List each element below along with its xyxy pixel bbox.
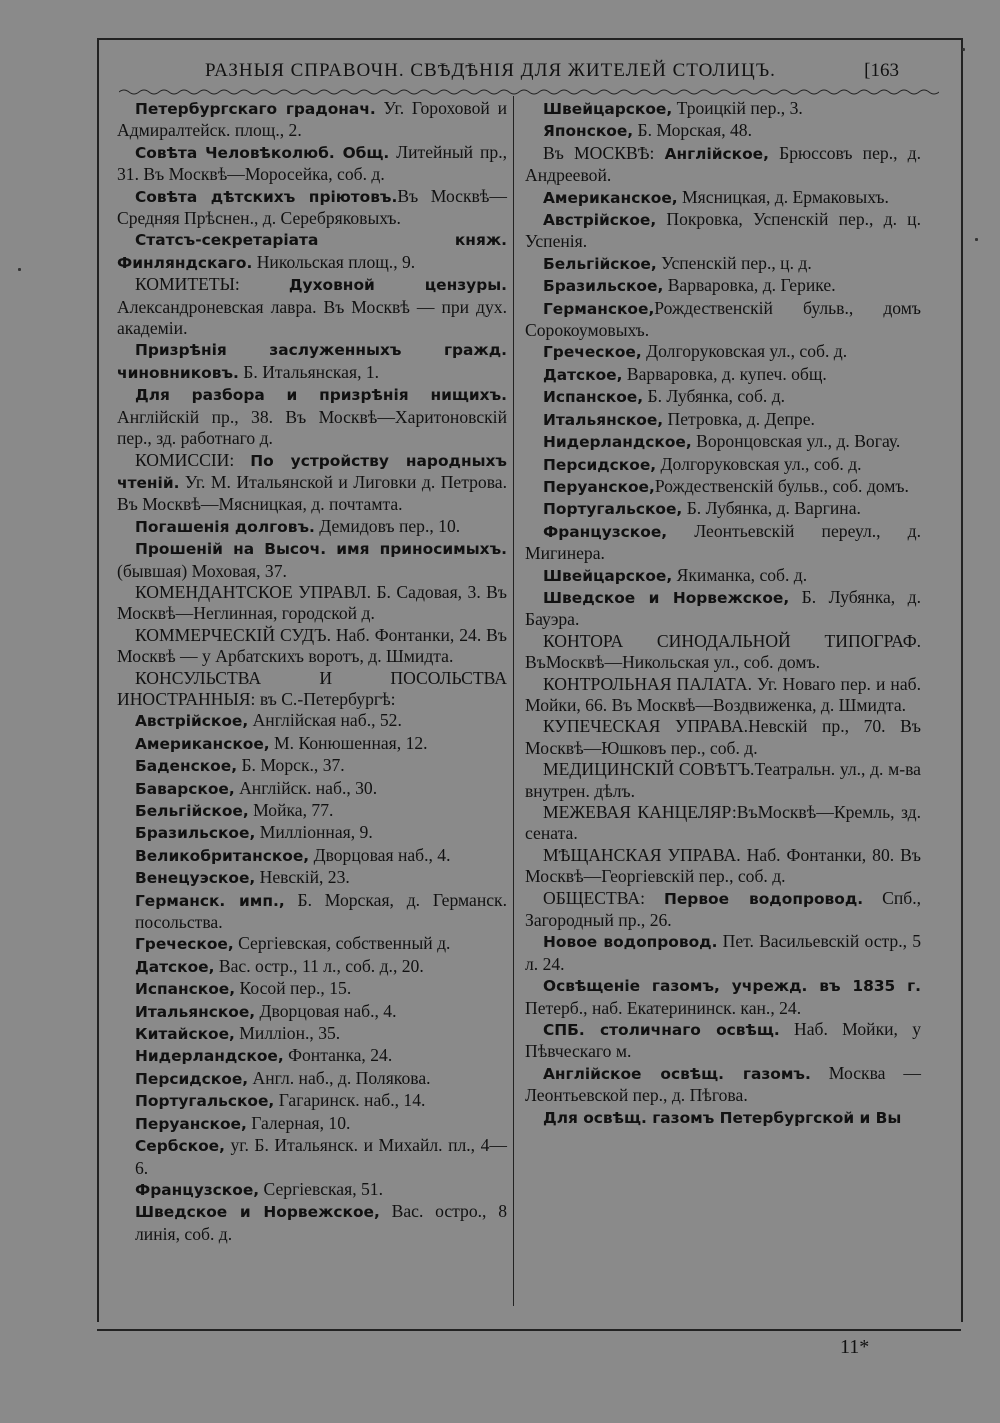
entry-address: Никольская площ., 9.: [252, 251, 416, 272]
directory-entry: [525, 674, 921, 717]
entry-address: Покровка, Успенскій пер., д. ц. Успенія.: [525, 209, 921, 252]
section-heading: КОНТРОЛЬНАЯ ПАЛАТА.: [543, 673, 752, 694]
directory-entry: [525, 716, 921, 759]
entry-address: Б. Лубянка, д. Бауэра.: [525, 586, 922, 630]
directory-entry: [117, 98, 507, 142]
entry-name: Для разбора и призрѣнія нищихъ.: [135, 386, 507, 405]
directory-entry: [525, 802, 921, 845]
directory-entry: [525, 975, 921, 1019]
entry-name: Греческое,: [135, 935, 234, 954]
entry-address: Б. Садовая, 3. Въ Москвѣ—Неглинная, городской д.: [117, 581, 508, 624]
section-heading: КОНСУЛЬСТВА И ПОСОЛЬСТВА ИНОСТРАННЫЯ:: [117, 667, 507, 709]
entry-address: Рождественскій бульв., домъ Сорокоумовыхъ.: [525, 297, 921, 341]
entry-address: Демидовъ пер., 10.: [314, 515, 461, 536]
entry-address: Наб. Фонтанки, 24. Въ Москвѣ — у Арбатскихъ воротъ, д. Шмидта.: [117, 624, 507, 667]
directory-entry: [117, 1135, 507, 1179]
entry-address: Англійск. наб., 30.: [234, 777, 378, 798]
directory-entry: [525, 521, 921, 565]
directory-entry: [525, 1063, 921, 1107]
entry-address: Долгоруковская ул., соб. д.: [656, 453, 862, 474]
entry-name: Шведское и Норвежское,: [135, 1203, 380, 1222]
scan-speck: [962, 48, 965, 51]
entry-name: Французское,: [543, 522, 668, 541]
directory-entry: [525, 454, 921, 476]
entry-name: Бразильское,: [135, 824, 256, 843]
entry-address: Пет. Васильевскій остр., 5 л. 24.: [525, 931, 921, 974]
entry-name: Швейцарское,: [543, 100, 673, 118]
entry-name: Португальское,: [543, 500, 683, 519]
entry-address: Уг. Новаго пер. и наб. Мойки, 66. Въ Москвѣ—Воздвиженка, д. Шмидта.: [525, 673, 921, 715]
entry-name: Германск. имп.,: [135, 891, 285, 910]
running-header: [99, 60, 961, 90]
entry-address: Невскій пр., 70. Въ Москвѣ—Юшковъ пер., соб. д.: [525, 716, 921, 758]
section-heading: КОНТОРА СИНОДАЛЬНОЙ ТИПОГРАФ.: [543, 630, 921, 651]
entry-name: По устройству народныхъ чтеній.: [117, 451, 507, 492]
signature-mark: 11*: [840, 1336, 870, 1358]
directory-entry: [117, 668, 507, 711]
column-divider: [513, 96, 514, 1306]
entry-address: Варваровка, д. купеч. общ.: [622, 363, 827, 384]
entry-address: Невскій, 23.: [255, 867, 350, 888]
page-frame: [97, 38, 963, 1322]
directory-entry: [117, 1023, 507, 1045]
directory-entry: [525, 587, 921, 631]
directory-entry: [117, 339, 507, 384]
entry-address: Мясницкая, д. Ермаковыхъ.: [677, 186, 889, 207]
section-heading: МЕДИЦИНСКІЙ СОВѢТЪ.: [543, 759, 755, 780]
entry-address: Якиманка, соб. д.: [672, 564, 808, 585]
entry-address: Б. Морская, д. Германск. посольства.: [135, 889, 507, 933]
entry-address: Милліонная, 9.: [255, 822, 373, 843]
entry-address: Б. Итальянская, 1.: [238, 361, 380, 382]
entry-address: Въ Москвѣ—Средняя Прѣснен., д. Серебряковыхъ.: [117, 185, 507, 229]
entry-name: Прошеній на Высоч. имя приносимыхъ.: [135, 540, 507, 559]
directory-entry: [525, 209, 921, 253]
entry-name: Новое водопровод.: [543, 933, 718, 952]
section-heading: КОМИТЕТЫ:: [135, 274, 289, 295]
entry-address: Александроневская лавра. Въ Москвѣ — при дух. академіи.: [117, 296, 507, 339]
directory-entry: [117, 1068, 507, 1090]
entry-name: Персидское,: [543, 455, 657, 474]
entry-name: Перуанское,: [135, 1114, 247, 1133]
directory-entry: [525, 275, 921, 297]
entry-address: Уг. Гороховой и Адмиралтейск. площ., 2.: [117, 98, 507, 141]
entry-name: Первое водопровод.: [663, 889, 864, 908]
directory-entry: [525, 386, 921, 408]
entry-address: Сергіевская, 51.: [259, 1178, 383, 1199]
entry-address: ВъМосквѣ—Кремль, зд. сената.: [525, 802, 921, 844]
entry-address: уг. Б. Итальянск. и Михайл. пл., 4—6.: [135, 1135, 507, 1178]
directory-entry: [525, 253, 921, 275]
entry-address: Варваровка, д. Герике.: [663, 275, 836, 296]
entry-name: Освѣщеніе газомъ, учрежд. въ 1835 г.: [543, 977, 921, 996]
entry-name: Американское,: [543, 188, 678, 207]
section-heading: КУПЕЧЕСКАЯ УПРАВА.: [543, 716, 749, 737]
entry-name: Бельгійское,: [543, 254, 657, 273]
entry-address: Рождественскій бульв., соб. домъ.: [654, 475, 909, 496]
entry-name: Бельгійское,: [135, 802, 249, 820]
entry-address: Дворцовая наб., 4.: [255, 1000, 397, 1021]
directory-entry: [117, 822, 507, 844]
entry-name: Совѣта Человѣколюб. Общ.: [135, 143, 390, 162]
entry-name: Погашенія долговъ.: [135, 517, 315, 536]
directory-entry: [117, 142, 507, 186]
directory-entry: [525, 565, 921, 587]
entry-address: Спб., Загородный пр., 26.: [525, 887, 922, 931]
entry-name: Для освѣщ. газомъ Петербургской и Вы: [543, 1108, 902, 1127]
entry-name: Перуанское,: [543, 477, 655, 496]
directory-entry: [117, 845, 507, 867]
entry-address: Англійская наб., 52.: [248, 710, 402, 731]
entry-address: Наб. Мойки, у Пѣвческаго м.: [525, 1019, 922, 1062]
directory-entry: [525, 143, 921, 187]
entry-name: Итальянское,: [135, 1002, 256, 1021]
entry-address: Долгоруковская ул., соб. д.: [641, 341, 848, 362]
section-heading: МѢЩАНСКАЯ УПРАВА.: [543, 844, 741, 865]
directory-entry: [117, 733, 507, 755]
directory-entry: [117, 710, 507, 732]
entry-address: Мойка, 77.: [248, 800, 334, 820]
entry-name: Греческое,: [543, 343, 642, 362]
entry-address: (бывшая) Моховая, 37.: [117, 560, 287, 581]
section-heading: КОМИССІИ:: [135, 449, 251, 470]
directory-entry: [525, 1107, 921, 1129]
entry-name: Совѣта дѣтскихъ пріютовъ.: [135, 187, 398, 206]
entry-name: СПБ. столичнаго освѣщ.: [543, 1021, 780, 1040]
entry-name: Нидерландское,: [135, 1047, 284, 1066]
entry-address: Уг. М. Итальянской и Лиговки д. Петрова. Въ Москвѣ—Мясницкая, д. почтамта.: [117, 471, 507, 515]
entry-name: Швейцарское,: [543, 566, 673, 585]
directory-entry: [117, 229, 507, 274]
entry-address: Галерная, 10.: [246, 1112, 351, 1133]
entry-address: ВъМосквѣ—Никольская ул., соб. домъ.: [525, 652, 821, 673]
entry-name: Испанское,: [543, 388, 644, 407]
directory-entry: [117, 450, 507, 516]
directory-entry: [117, 867, 507, 889]
entry-name: Бразильское,: [543, 277, 664, 296]
entry-name: Японское,: [543, 122, 634, 141]
entry-address: въ С.-Петербургѣ:: [255, 688, 396, 709]
entry-name: Духовной цензуры.: [288, 276, 507, 295]
entry-address: Брюссовъ пер., д. Андреевой.: [525, 142, 921, 186]
entry-address: Косой пер., 15.: [235, 978, 352, 999]
directory-entry: [525, 120, 921, 142]
directory-entry: [525, 98, 921, 120]
entry-name: Китайское,: [135, 1025, 235, 1044]
entry-address: Петерб., наб. Екатерининск. кан., 24.: [525, 997, 802, 1018]
entry-address: Б. Морская, 48.: [633, 120, 753, 141]
scan-speck: [975, 238, 978, 241]
entry-name: Американское,: [135, 734, 270, 753]
entry-name: Баденское,: [135, 757, 238, 776]
entry-address: Наб. Фонтанки, 80. Въ Москвѣ—Георгіевскій пер., соб. д.: [525, 844, 921, 887]
directory-entry: [117, 778, 507, 800]
entry-name: Нидерландское,: [543, 433, 692, 452]
directory-entry: [525, 888, 921, 932]
right-column: [525, 98, 921, 1129]
entry-name: Статсъ-секретаріата княж. Финляндскаго.: [117, 231, 507, 272]
directory-entry: [117, 933, 507, 955]
entry-name: Французское,: [135, 1180, 260, 1199]
entry-name: Датское,: [135, 957, 215, 976]
directory-entry: [117, 274, 507, 339]
section-heading: КОММЕРЧЕСКІЙ СУДЪ.: [135, 624, 331, 645]
directory-entry: [525, 476, 921, 498]
entry-address: Англ. наб., д. Полякова.: [248, 1067, 431, 1088]
directory-entry: [117, 1001, 507, 1023]
directory-entry: [117, 1179, 507, 1201]
directory-entry: [525, 298, 921, 342]
entry-address: Театральн. ул., д. м-ва внутрен. дѣлъ.: [525, 759, 921, 801]
directory-entry: [117, 956, 507, 978]
header-title: РАЗНЫЯ СПРАВОЧН. СВѢДѢНІЯ ДЛЯ ЖИТЕЛЕЙ СТОЛИЦЪ.: [205, 60, 776, 81]
directory-entry: [117, 1113, 507, 1135]
directory-entry: [525, 409, 921, 431]
directory-entry: [117, 890, 507, 934]
directory-entry: [117, 800, 507, 822]
entry-address: Леонтьевскій переул., д. Мигинера.: [525, 520, 921, 564]
entry-address: Гагаринск. наб., 14.: [274, 1090, 426, 1111]
entry-name: Датское,: [543, 365, 623, 384]
entry-name: Германское,: [543, 299, 655, 318]
directory-entry: [117, 1201, 507, 1245]
directory-entry: [117, 625, 507, 668]
directory-entry: [117, 538, 507, 582]
directory-entry: [117, 516, 507, 538]
entry-address: Англійскій пр., 38. Въ Москвѣ—Харитоновскій пер., зд. работнаго д.: [117, 406, 507, 449]
directory-entry: [117, 1045, 507, 1067]
section-heading: ОБЩЕСТВА:: [543, 887, 664, 908]
directory-entry: [525, 498, 921, 520]
entry-name: Шведское и Норвежское,: [543, 588, 790, 607]
entry-address: М. Конюшенная, 12.: [269, 732, 428, 753]
entry-name: Португальское,: [135, 1092, 275, 1111]
scan-speck: [18, 268, 21, 271]
entry-name: Персидское,: [135, 1069, 249, 1088]
entry-address: Литейный пр., 31. Въ Москвѣ—Моросейка, соб. д.: [117, 141, 507, 185]
entry-name: Петербургскаго градонач.: [135, 100, 376, 118]
directory-entry: [525, 341, 921, 363]
entry-name: Англійское,: [664, 144, 769, 163]
entry-name: Призрѣнія заслуженныхъ гражд. чиновниковъ.: [117, 341, 507, 382]
directory-entry: [525, 931, 921, 975]
directory-entry: [525, 1019, 921, 1063]
directory-entry: [117, 582, 507, 625]
entry-name: Англійское освѣщ. газомъ.: [543, 1064, 811, 1083]
entry-address: Петровка, д. Депре.: [663, 408, 815, 429]
directory-entry: [525, 187, 921, 209]
entry-name: Венецуэское,: [135, 869, 256, 888]
directory-entry: [117, 186, 507, 230]
entry-address: Фонтанка, 24.: [283, 1045, 393, 1066]
directory-entry: [525, 364, 921, 386]
section-heading: КОМЕНДАНТСКОЕ УПРАВЛ.: [135, 581, 371, 602]
entry-address: Б. Лубянка, соб. д.: [643, 386, 786, 407]
entry-address: Милліон., 35.: [234, 1023, 341, 1044]
section-heading: Въ МОСКВѢ:: [543, 142, 665, 163]
footer-rule: [97, 1329, 961, 1331]
entry-name: Великобританское,: [135, 846, 310, 865]
entry-address: Вас. остро., 8 линія, соб. д.: [135, 1201, 507, 1244]
entry-address: Сергіевская, собственный д.: [233, 933, 451, 954]
entry-address: Успенскій пер., ц. д.: [656, 252, 812, 273]
entry-address: Б. Морск., 37.: [237, 755, 345, 776]
directory-entry: [117, 755, 507, 777]
directory-entry: [117, 384, 507, 449]
entry-name: Баварское,: [135, 779, 235, 798]
entry-address: Москва — Леонтьевской пер., д. Пѣгова.: [525, 1062, 921, 1106]
directory-entry: [117, 1090, 507, 1112]
entry-address: Дворцовая наб., 4.: [309, 844, 451, 865]
entry-address: Воронцовская ул., д. Вогау.: [691, 431, 901, 452]
directory-entry: [525, 759, 921, 802]
entry-name: Итальянское,: [543, 410, 664, 429]
ornamental-rule: [119, 88, 939, 96]
section-heading: МЕЖЕВАЯ КАНЦЕЛЯР:: [543, 802, 737, 822]
directory-entry: [525, 431, 921, 453]
entry-name: Австрійское,: [135, 712, 249, 731]
left-column: [117, 98, 507, 1245]
entry-address: Троицкій пер., 3.: [672, 98, 803, 118]
directory-entry: [117, 978, 507, 1000]
entry-name: Австрійское,: [543, 211, 657, 230]
entry-name: Сербское,: [135, 1137, 225, 1156]
entry-address: Б. Лубянка, д. Варгина.: [682, 498, 861, 519]
entry-name: Испанское,: [135, 980, 236, 999]
directory-entry: [525, 845, 921, 888]
entry-address: Вас. остр., 11 л., соб. д., 20.: [214, 955, 424, 976]
directory-entry: [525, 631, 921, 674]
page-number: [163: [864, 60, 899, 81]
